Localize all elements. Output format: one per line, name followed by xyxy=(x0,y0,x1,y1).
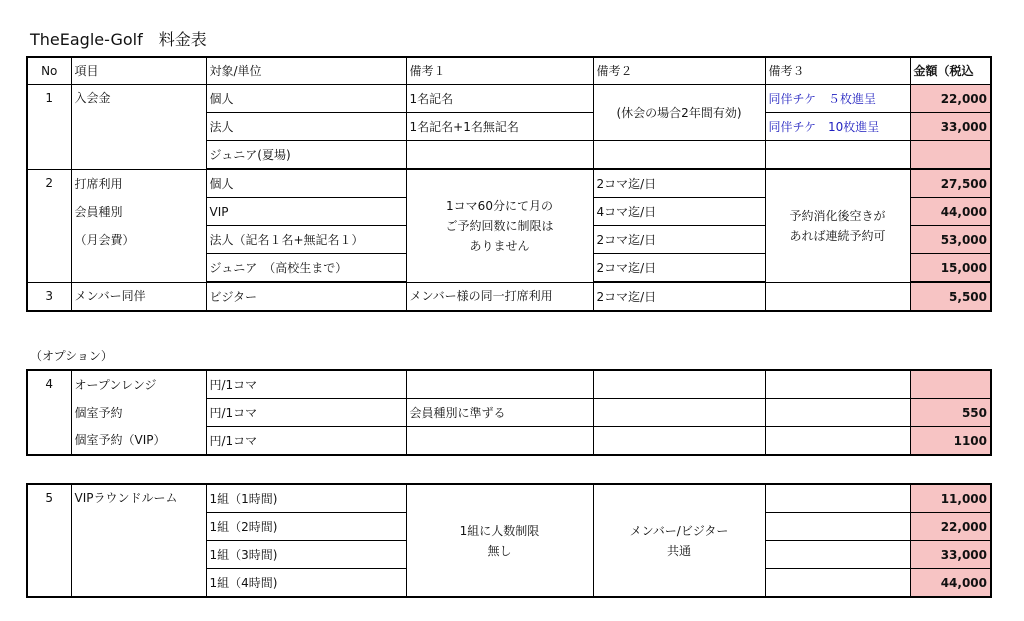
row-item: 入会金 xyxy=(71,85,206,170)
row-note3-empty xyxy=(765,282,910,311)
page-title: TheEagle-Golf 料金表 xyxy=(30,30,207,49)
row-item-line: 会員種別 xyxy=(74,204,123,219)
row-target: 個人 xyxy=(206,85,406,113)
row-item-line: 打席利用 xyxy=(74,176,123,191)
row-note3-line: 予約消化後空きが xyxy=(789,208,886,223)
row-note1-line: ありません xyxy=(469,238,530,253)
header-no: No xyxy=(27,57,71,85)
row-note2: (休会の場合2年間有効) xyxy=(593,85,765,141)
table-row xyxy=(27,484,991,513)
row-note1: メンバー様の同一打席利用 xyxy=(406,282,593,311)
row-note2: 2コマ迄/日 xyxy=(593,254,765,283)
row-note3-empty xyxy=(765,370,910,399)
row-note1 xyxy=(406,484,593,597)
row-amount xyxy=(910,141,991,170)
row-amount: 15,000 xyxy=(910,254,991,283)
row-note1-line: ご予約回数に制限は xyxy=(445,218,554,233)
row-target: ジュニア （高校生まで） xyxy=(206,254,406,283)
row-note1 xyxy=(406,169,593,282)
row-note2: 2コマ迄/日 xyxy=(593,169,765,198)
row-item: メンバー同伴 xyxy=(71,282,206,311)
row-note2: 2コマ迄/日 xyxy=(593,282,765,311)
row-note2-line: 共通 xyxy=(666,543,691,558)
row-target: 円/1コマ xyxy=(206,427,406,456)
header-note1: 備考１ xyxy=(406,57,593,85)
row-note3 xyxy=(765,141,910,170)
row-note2-empty xyxy=(593,399,765,427)
row-amount: 550 xyxy=(910,399,991,427)
row-amount: 27,500 xyxy=(910,169,991,198)
row-target: 1組（2時間) xyxy=(206,513,406,541)
row-target: 円/1コマ xyxy=(206,370,406,399)
options-label: （オプション） xyxy=(30,349,113,363)
row-note3: 同伴チケ ５枚進呈 xyxy=(765,85,910,113)
price-table-vip xyxy=(26,483,992,598)
row-note3: 同伴チケ 10枚進呈 xyxy=(765,113,910,141)
row-item-line: （月会費） xyxy=(74,232,135,247)
row-item: VIPラウンドルーム xyxy=(71,484,206,597)
table-row xyxy=(27,85,991,113)
row-note1: 1名記名+1名無記名 xyxy=(406,113,593,141)
row-note3-empty xyxy=(765,569,910,598)
row-item xyxy=(71,169,206,282)
header-target: 対象/単位 xyxy=(206,57,406,85)
table-row xyxy=(27,370,991,399)
row-note1: 会員種別に準ずる xyxy=(406,399,593,427)
row-note3-line: あれば連続予約可 xyxy=(789,228,886,243)
row-item: 個室予約 xyxy=(71,399,206,427)
row-note3 xyxy=(765,169,910,282)
header-amount: 金額（税込 xyxy=(910,57,991,85)
row-amount: 33,000 xyxy=(910,113,991,141)
row-amount: 44,000 xyxy=(910,198,991,226)
price-table-options xyxy=(26,369,992,456)
row-note1 xyxy=(406,141,593,170)
row-note2-empty xyxy=(593,141,765,170)
row-note3-empty xyxy=(765,513,910,541)
row-target: ジュニア(夏場) xyxy=(206,141,406,170)
row-no: 3 xyxy=(27,282,71,311)
row-target: VIP xyxy=(206,198,406,226)
row-amount: 22,000 xyxy=(910,513,991,541)
row-note1: 1名記名 xyxy=(406,85,593,113)
row-no: 2 xyxy=(27,169,71,282)
row-note2: 2コマ迄/日 xyxy=(593,226,765,254)
header-note2: 備考２ xyxy=(593,57,765,85)
table-row xyxy=(27,427,991,456)
row-target: 個人 xyxy=(206,169,406,198)
row-target: 1組（1時間) xyxy=(206,484,406,513)
row-amount: 44,000 xyxy=(910,569,991,598)
row-amount: 11,000 xyxy=(910,484,991,513)
row-amount: 1100 xyxy=(910,427,991,456)
price-table-main xyxy=(26,56,992,312)
row-target: ビジター xyxy=(206,282,406,311)
row-note2: 4コマ迄/日 xyxy=(593,198,765,226)
row-note1-line: 1組に人数制限 xyxy=(459,523,540,538)
row-no: 5 xyxy=(27,484,71,597)
row-note1 xyxy=(406,427,593,456)
row-amount: 5,500 xyxy=(910,282,991,311)
row-target: 法人（記名１名+無記名１） xyxy=(206,226,406,254)
row-no: 4 xyxy=(27,370,71,455)
row-note2 xyxy=(593,484,765,597)
row-note1 xyxy=(406,370,593,399)
row-target: 1組（3時間) xyxy=(206,541,406,569)
row-target: 円/1コマ xyxy=(206,399,406,427)
table-header-row xyxy=(27,57,991,85)
row-note3-empty xyxy=(765,399,910,427)
row-note3-empty xyxy=(765,541,910,569)
row-target: 1組（4時間) xyxy=(206,569,406,598)
row-note1-line: 無し xyxy=(487,543,512,558)
header-note3: 備考３ xyxy=(765,57,910,85)
row-note3-empty xyxy=(765,427,910,456)
row-note1-line: 1コマ60分にて月の xyxy=(446,198,553,213)
table-row xyxy=(27,399,991,427)
row-note3-empty xyxy=(765,484,910,513)
row-target: 法人 xyxy=(206,113,406,141)
row-amount xyxy=(910,370,991,399)
row-item: オープンレンジ xyxy=(71,370,206,399)
table-row xyxy=(27,282,991,311)
row-item: 個室予約（VIP） xyxy=(71,427,206,456)
row-amount: 33,000 xyxy=(910,541,991,569)
row-amount: 22,000 xyxy=(910,85,991,113)
row-no: 1 xyxy=(27,85,71,170)
row-note2-empty xyxy=(593,370,765,399)
header-item: 項目 xyxy=(71,57,206,85)
row-amount: 53,000 xyxy=(910,226,991,254)
row-note2-empty xyxy=(593,427,765,456)
table-row xyxy=(27,169,991,198)
row-note2-line: メンバー/ビジター xyxy=(629,523,729,538)
